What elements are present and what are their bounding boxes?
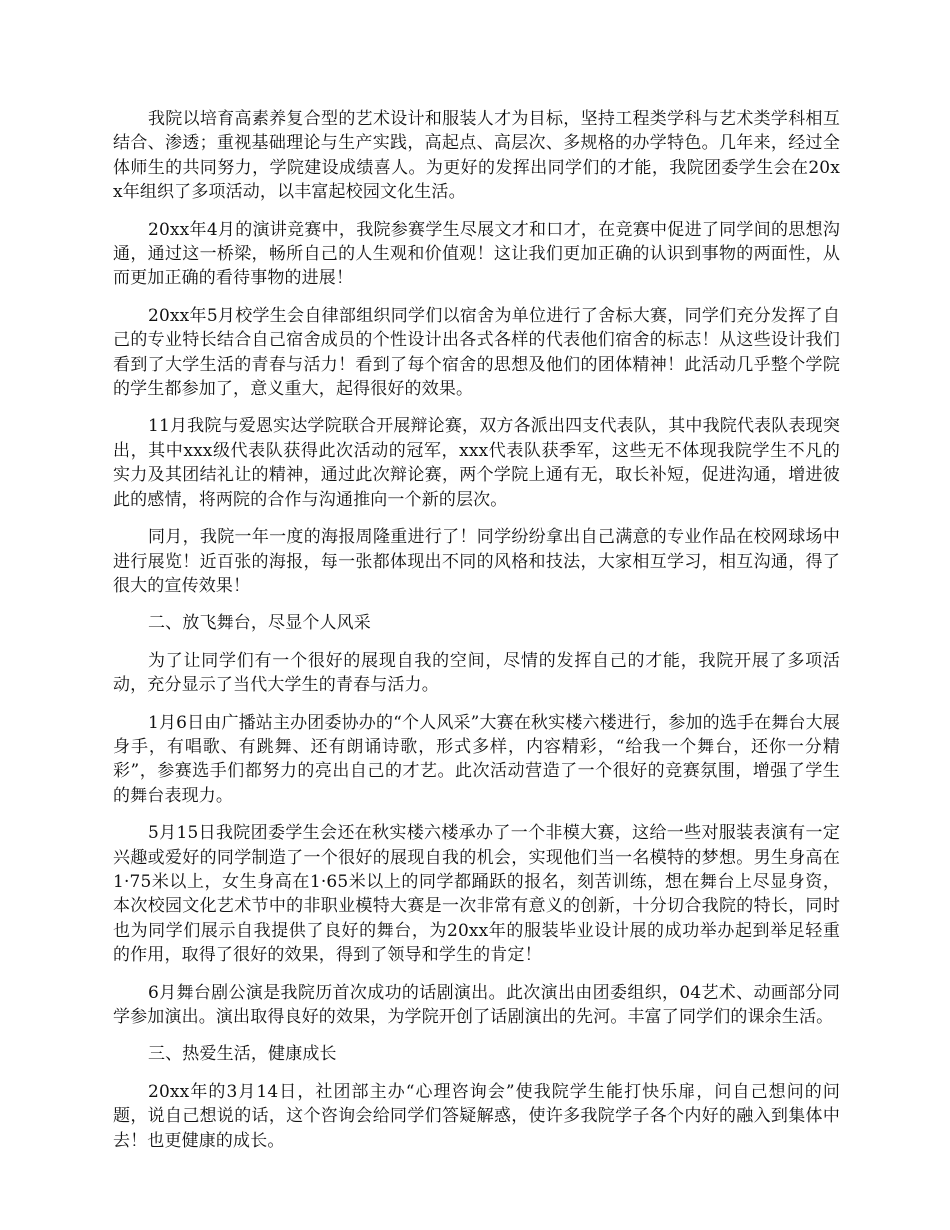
paragraph-model-contest: 5月15日我院团委学生会还在秋实楼六楼承办了一个非模大赛，这给一些对服装表演有一定兴趣或爱好的同学制造了一个很好的展现自我的机会，实现他们当一名模特的梦想。男生身高在1·75米以上，女生身高在1·65米以上的同学都踊跃的报名，刻苦训练，想在舞台上尽显身资，本次校园文化艺术节中的非职业模特大赛是一次非常有意义的创新，十分切合我院的特长，同时也为同学们展示自我提供了良好的舞台，为20xx年的服装毕业设计展的成功举办起到举足轻重的作用，取得了很好的效果，得到了领导和学生的肯定！ [113,823,840,966]
document-body [113,107,840,1166]
paragraph-speech-contest: 20xx年4月的演讲竞赛中，我院参赛学生尽展文才和口才，在竞赛中促进了同学间的思想沟通，通过这一桥梁，畅所自己的人生观和价值观！这让我们更加正确的认识到事物的两面性，从而更加正确的看待事物的进展！ [113,219,840,289]
paragraph-stage-intro: 为了让同学们有一个很好的展现自我的空间，尽情的发挥自己的才能，我院开展了多项活动，充分显示了当代大学生的青春与活力。 [113,650,840,696]
paragraph-drama: 6月舞台剧公演是我院历首次成功的话剧演出。此次演出由团委组织，04艺术、动画部分同学参加演出。演出取得良好的效果，为学院开创了话剧演出的先河。丰富了同学们的课余生活。 [113,982,840,1027]
paragraph-poster-week: 同月，我院一年一度的海报周隆重进行了！同学纷纷拿出自己满意的专业作品在校网球场中进行展览！近百张的海报，每一张都体现出不同的风格和技法，大家相互学习，相互沟通，得了很大的宣传效果！ [113,527,840,596]
paragraph-personal-style-contest: 1月6日由广播站主办团委协办的“个人风采”大赛在秋实楼六楼进行，参加的选手在舞台大展身手，有唱歌、有跳舞、还有朗诵诗歌，形式多样，内容精彩，“给我一个舞台，还你一分精彩”，参赛选手们都努力的亮出自己的才艺。此次活动营造了一个很好的竞赛氛围，增强了学生的舞台表现力。 [113,712,840,806]
paragraph-counseling: 20xx年的3月14日，社团部主办“心理咨询会”使我院学生能打快乐扉，问自己想问的问题，说自己想说的话，这个咨询会给同学们答疑解惑，使许多我院学子各个内好的融入到集体中去！也更健康的成长。 [113,1081,840,1151]
paragraph-intro: 我院以培育高素养复合型的艺术设计和服装人才为目标，坚持工程类学科与艺术类学科相互结合、渗透；重视基础理论与生产实践，高起点、高层次、多规格的办学特色。几年来，经过全体师生的共同努力，学院建设成绩喜人。为更好的发挥出同学们的才能，我院团委学生会在20xx年组织了多项活动，以丰富起校园文化生活。 [113,109,840,203]
paragraph-debate: 11月我院与爱恩实达学院联合开展辩论赛，双方各派出四支代表队，其中我院代表队表现突出，其中xxx级代表队获得此次活动的冠军，xxx代表队获季军，这些无不体现我院学生不凡的实力及其团结礼让的精神，通过此次辩论赛，两个学院上通有无，取长补短，促进沟通，增进彼此的感情，将两院的合作与沟通推向一个新的层次。 [113,416,840,510]
paragraph-dorm-logo-contest: 20xx年5月校学生会自律部组织同学们以宿舍为单位进行了舍标大赛，同学们充分发挥了自己的专业特长结合自己宿舍成员的个性设计出各式各样的代表他们宿舍的标志！从这些设计我们看到了大学生活的青春与活力！看到了每个宿舍的思想及他们的团体精神！此活动几乎整个学院的学生都参加了，意义重大，起得很好的效果。 [113,305,840,400]
section-heading-2: 二、放飞舞台，尽显个人风采 [148,613,371,634]
section-heading-3: 三、热爱生活，健康成长 [148,1044,337,1065]
